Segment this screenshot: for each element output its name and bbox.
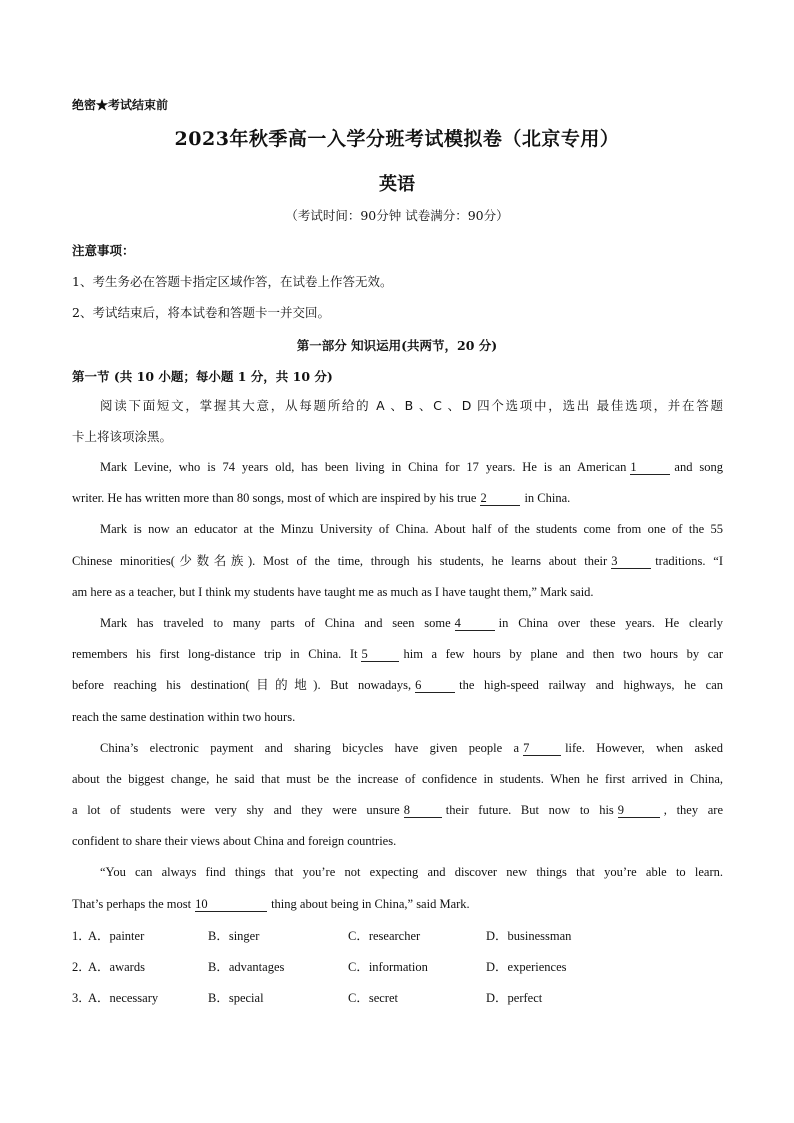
- instruction-line: 阅读下面短文，掌握其大意，从每题所给的 A 、B 、C 、D 四个选项中，选出 最佳选项，并在答题: [100, 398, 723, 413]
- option-c[interactable]: C．information: [348, 960, 428, 974]
- question-row: [72, 983, 723, 1014]
- option-b[interactable]: B．special: [208, 991, 264, 1005]
- exam-title: 2023年秋季高一入学分班考试模拟卷（北京专用）: [174, 128, 620, 150]
- passage: [72, 452, 723, 920]
- passage-line: remembers his first long-distance trip in China. It 5 him a few hours by plane and then two hours by car: [72, 647, 723, 662]
- passage-line: “You can always find things that you’re not expecting and discover new things that you’re able to learn.: [100, 865, 723, 880]
- passage-line: a lot of students were very shy and they were unsure 8 their future. But now to his 9 , they are: [72, 803, 724, 818]
- subject-title: 英语: [379, 174, 415, 195]
- option-b[interactable]: B．singer: [208, 929, 260, 943]
- passage-line: Mark Levine, who is 74 years old, has been living in China for 17 years. He is an American 1 and song: [100, 460, 724, 474]
- passage-line: writer. He has written more than 80 songs, most of which are inspired by his true 2 in China.: [72, 491, 571, 506]
- question-number: 1．: [72, 929, 91, 943]
- question-number: 3．: [72, 991, 91, 1005]
- passage-line: reach the same destination within two hours.: [72, 709, 296, 724]
- blank-5[interactable]: 5: [361, 647, 399, 662]
- instructions: [72, 390, 723, 452]
- option-c[interactable]: C．researcher: [348, 929, 421, 943]
- passage-line: about the biggest change, he said that must be the increase of confidence in students. When he first arrived in China,: [72, 771, 723, 786]
- option-c[interactable]: C．secret: [348, 991, 398, 1005]
- option-d[interactable]: D．perfect: [486, 991, 543, 1005]
- notes-heading: 注意事项：: [72, 243, 135, 258]
- blank-6[interactable]: 6: [415, 678, 455, 693]
- question-row: [72, 952, 723, 983]
- instruction-line: 卡上将该项涂黑。: [72, 429, 173, 445]
- passage-line: am here as a teacher, but I think my students have taught me as much as I have taught them,” Mark said.: [72, 584, 594, 599]
- option-b[interactable]: B．advantages: [208, 960, 285, 974]
- section-title: 第一节 (共 10 小题；每小题 1 分，共 10 分): [72, 369, 333, 384]
- blank-10[interactable]: 10: [195, 897, 267, 912]
- note-item: 2、考试结束后，将本试卷和答题卡一并交回。: [72, 305, 330, 320]
- passage-line: Chinese minorities(少数名族). Most of the time, through his students, he learns about their 3 traditions. “I: [72, 553, 723, 568]
- option-a[interactable]: A．painter: [88, 929, 145, 943]
- question-number: 2．: [72, 960, 91, 974]
- passage-line: That’s perhaps the most 10 thing about being in China,” said Mark.: [72, 896, 470, 911]
- passage-line: before reaching his destination(目的地). But nowadays, 6 the high-speed railway and highways, he can: [72, 678, 723, 693]
- passage-line: Mark has traveled to many parts of China and seen some 4 in China over these years. He clearly: [100, 615, 723, 630]
- option-d[interactable]: D．businessman: [486, 929, 572, 943]
- option-a[interactable]: A．necessary: [88, 991, 159, 1005]
- blank-1[interactable]: 1: [630, 460, 670, 475]
- option-a[interactable]: A．awards: [88, 960, 145, 974]
- blank-2[interactable]: 2: [480, 491, 520, 506]
- question-row: [72, 921, 723, 952]
- option-d[interactable]: D．experiences: [486, 960, 567, 974]
- options-list: [72, 921, 723, 1014]
- exam-time-info: （考试时间：90分钟 试卷满分：90分）: [285, 208, 509, 223]
- blank-8[interactable]: 8: [404, 803, 442, 818]
- blank-9[interactable]: 9: [618, 803, 660, 818]
- passage-line: China’s electronic payment and sharing bicycles have given people a 7 life. However, when asked: [100, 740, 723, 755]
- blank-3[interactable]: 3: [611, 554, 651, 569]
- blank-7[interactable]: 7: [523, 741, 561, 756]
- note-item: 1、考生务必在答题卡指定区域作答，在试卷上作答无效。: [72, 274, 393, 289]
- passage-line: confident to share their views about China and foreign countries.: [72, 834, 397, 849]
- blank-4[interactable]: 4: [455, 616, 495, 631]
- passage-line: Mark is now an educator at the Minzu University of China. About half of the students come from one of the 55: [100, 522, 723, 537]
- part-title: 第一部分 知识运用(共两节，20 分): [296, 338, 498, 353]
- confidential-label: 绝密★考试结束前: [72, 98, 169, 112]
